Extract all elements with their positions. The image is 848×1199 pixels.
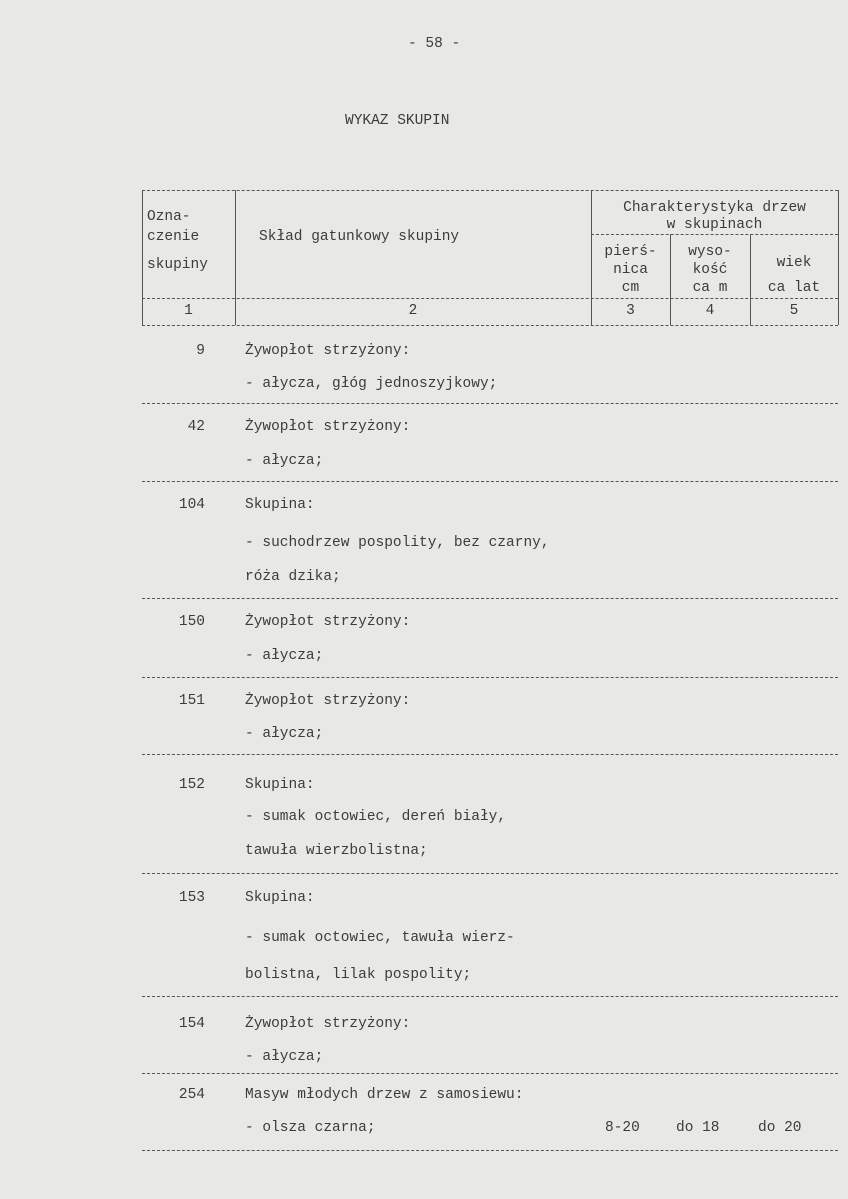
header-col3-line1: pierś- (604, 244, 657, 260)
row-line: Żywopłot strzyżony: (245, 1016, 411, 1032)
header-group-line1: Charakterystyka drzew (623, 200, 806, 216)
row-line: - suchodrzew pospolity, bez czarny, (245, 535, 550, 551)
row-line: - ałycza; (245, 648, 324, 664)
row-line: róża dzika; (245, 569, 341, 585)
row-id: 151 (178, 693, 205, 709)
column-number-1: 1 (184, 303, 193, 319)
row-age: do 20 (758, 1120, 802, 1136)
column-number-5: 5 (789, 303, 799, 319)
row-line: - sumak octowiec, tawuła wierz- (245, 930, 515, 946)
header-col1-line3: skupiny (147, 257, 208, 273)
row-line: Żywopłot strzyżony: (245, 693, 411, 709)
row-line: Skupina: (245, 890, 315, 906)
row-line: tawuła wierzbolistna; (245, 843, 428, 859)
row-line: Żywopłot strzyżony: (245, 419, 411, 435)
header-col5-line1: wiek (776, 255, 812, 271)
header-col4-line3: ca m (692, 280, 728, 296)
row-line: - ałycza; (245, 1049, 324, 1065)
row-id: 254 (178, 1087, 205, 1103)
header-col1-line2: czenie (147, 229, 200, 245)
row-id: 150 (178, 614, 205, 630)
header-col4-line1: wyso- (688, 244, 732, 260)
row-id: 42 (187, 419, 205, 435)
column-number-3: 3 (626, 303, 635, 319)
row-id: 153 (178, 890, 205, 906)
row-line: - olsza czarna; (245, 1120, 376, 1136)
header-col3-line3: cm (621, 280, 640, 296)
row-line: - ałycza, głóg jednoszyjkowy; (245, 376, 498, 392)
row-line: Masyw młodych drzew z samosiewu: (245, 1087, 524, 1103)
header-col1-line1: Ozna- (147, 209, 191, 225)
row-diameter: 8-20 (605, 1120, 640, 1136)
row-height: do 18 (676, 1120, 720, 1136)
page-title: WYKAZ SKUPIN (345, 113, 450, 129)
row-line: - sumak octowiec, dereń biały, (245, 809, 507, 825)
page-number: - 58 - (408, 36, 461, 52)
column-number-2: 2 (408, 303, 418, 319)
row-id: 104 (178, 497, 205, 513)
row-line: Skupina: (245, 777, 315, 793)
row-line: - ałycza; (245, 453, 324, 469)
row-line: Skupina: (245, 497, 315, 513)
header-col5-line2: ca lat (767, 280, 821, 296)
header-col4-line2: kość (692, 262, 728, 278)
row-id: 154 (178, 1016, 205, 1032)
row-line: - ałycza; (245, 726, 324, 742)
row-id: 152 (178, 777, 205, 793)
header-col3-line2: nica (613, 262, 648, 278)
header-col2: Skład gatunkowy skupiny (259, 229, 460, 245)
row-id: 9 (196, 343, 205, 359)
header-group-line2: w skupinach (666, 217, 763, 233)
row-line: Żywopłot strzyżony: (245, 343, 411, 359)
row-line: bolistna, lilak pospolity; (245, 967, 472, 983)
row-line: Żywopłot strzyżony: (245, 614, 411, 630)
column-number-4: 4 (705, 303, 715, 319)
